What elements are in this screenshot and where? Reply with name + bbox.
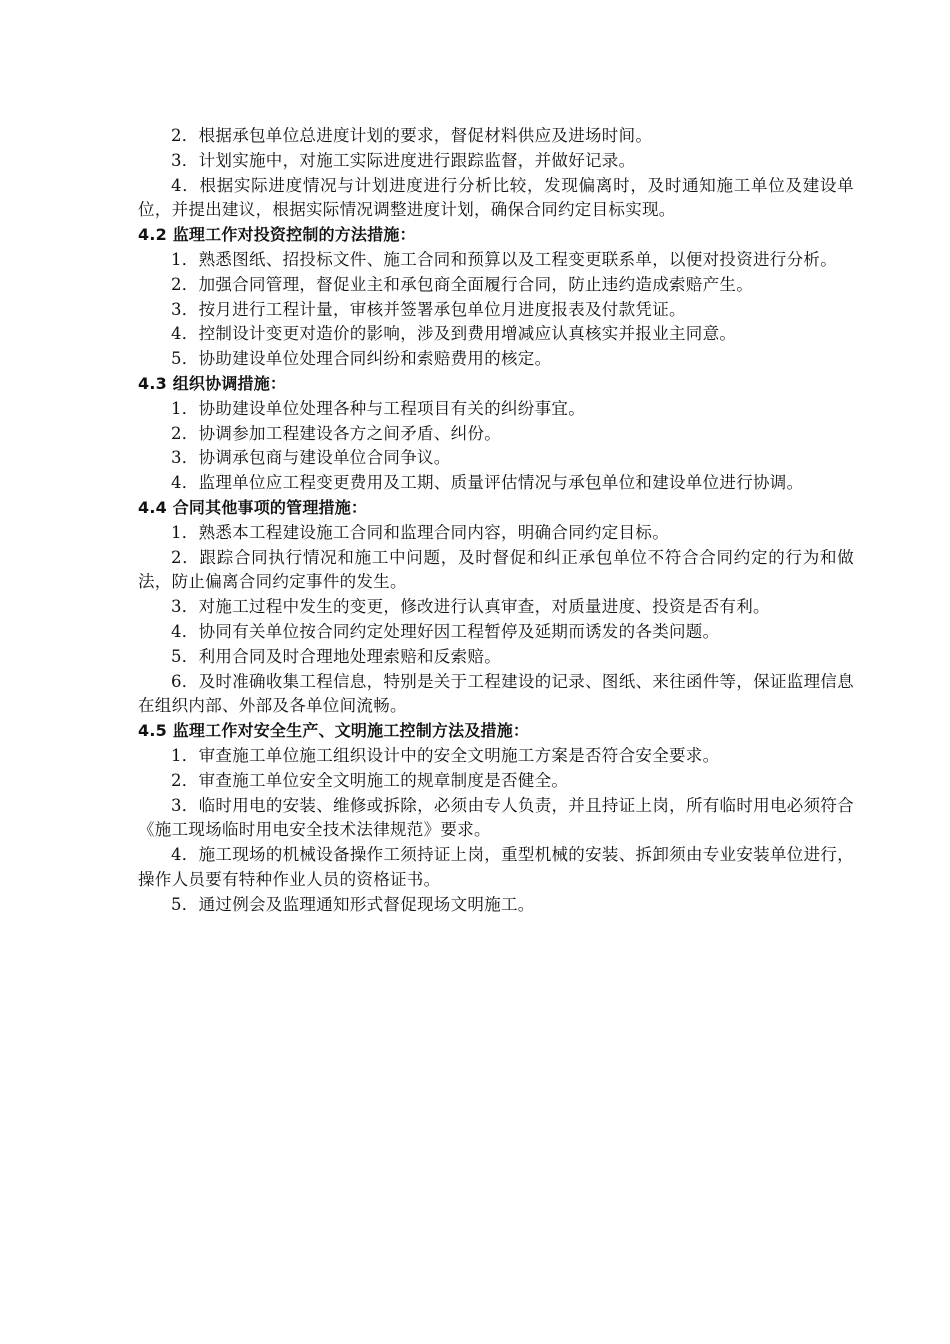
paragraph-contract-5: 5．利用合同及时合理地处理索赔和反索赔。: [171, 646, 501, 666]
paragraph-coordination-2: 2．协调参加工程建设各方之间矛盾、纠份。: [171, 423, 501, 443]
section-heading-4-3: 4.3 组织协调措施：: [138, 373, 287, 393]
paragraph-investment-4: 4．控制设计变更对造价的影响，涉及到费用增减应认真核实并报业主同意。: [171, 324, 737, 344]
paragraph-safety-4: 4．施工现场的机械设备操作工须持证上岗，重型机械的安装、拆卸须由专业安装单位进行，操作人员要有特种作业人员的资格证书。: [138, 845, 854, 889]
paragraph-contract-6: 6．及时准确收集工程信息，特别是关于工程建设的记录、图纸、来往函件等，保证监理信息在组织内部、外部及各单位间流畅。: [138, 671, 854, 716]
paragraph-coordination-3: 3．协调承包商与建设单位合同争议。: [171, 448, 451, 468]
paragraph-investment-3: 3．按月进行工程计量，审核并签署承包单位月进度报表及付款凭证。: [171, 299, 686, 319]
paragraph-contract-3: 3．对施工过程中发生的变更，修改进行认真审查，对质量进度、投资是否有利。: [171, 597, 770, 617]
paragraph-contract-4: 4．协同有关单位按合同约定处理好因工程暂停及延期而诱发的各类问题。: [171, 621, 720, 641]
document-page: [138, 124, 854, 918]
paragraph-investment-2: 2．加强合同管理，督促业主和承包商全面履行合同，防止违约造成索赔产生。: [171, 274, 753, 294]
paragraph-coordination-4: 4．监理单位应工程变更费用及工期、质量评估情况与承包单位和建设单位进行协调。: [171, 473, 804, 493]
paragraph-safety-5: 5．通过例会及监理通知形式督促现场文明施工。: [171, 894, 535, 914]
paragraph-coordination-1: 1．协助建设单位处理各种与工程项目有关的纠纷事宜。: [171, 398, 585, 418]
paragraph-safety-1: 1．审查施工单位施工组织设计中的安全文明施工方案是否符合安全要求。: [171, 745, 720, 765]
paragraph-progress-3: 3．计划实施中，对施工实际进度进行跟踪监督，并做好记录。: [171, 150, 636, 170]
paragraph-contract-2: 2．跟踪合同执行情况和施工中问题，及时督促和纠正承包单位不符合合同约定的行为和做法，防止偏离合同约定事件的发生。: [138, 547, 854, 592]
paragraph-safety-3: 3．临时用电的安装、维修或拆除，必须由专人负责，并且持证上岗，所有临时用电必须符合《施工现场临时用电安全技术法律规范》要求。: [138, 795, 854, 840]
paragraph-contract-1: 1．熟悉本工程建设施工合同和监理合同内容，明确合同约定目标。: [171, 522, 669, 542]
paragraph-investment-5: 5．协助建设单位处理合同纠纷和索赔费用的核定。: [171, 349, 552, 369]
paragraph-progress-4: 4．根据实际进度情况与计划进度进行分析比较，发现偏离时，及时通知施工单位及建设单位，并提出建议，根据实际情况调整进度计划，确保合同约定目标实现。: [138, 175, 854, 220]
paragraph-progress-2: 2．根据承包单位总进度计划的要求，督促材料供应及进场时间。: [171, 126, 653, 145]
section-heading-4-2: 4.2 监理工作对投资控制的方法措施：: [138, 225, 416, 245]
paragraph-safety-2: 2．审查施工单位安全文明施工的规章制度是否健全。: [171, 770, 569, 790]
section-heading-4-5: 4.5 监理工作对安全生产、文明施工控制方法及措施：: [138, 721, 530, 741]
section-heading-4-4: 4.4 合同其他事项的管理措施：: [138, 497, 368, 517]
paragraph-investment-1: 1．熟悉图纸、招投标文件、施工合同和预算以及工程变更联系单，以便对投资进行分析。: [171, 249, 837, 269]
